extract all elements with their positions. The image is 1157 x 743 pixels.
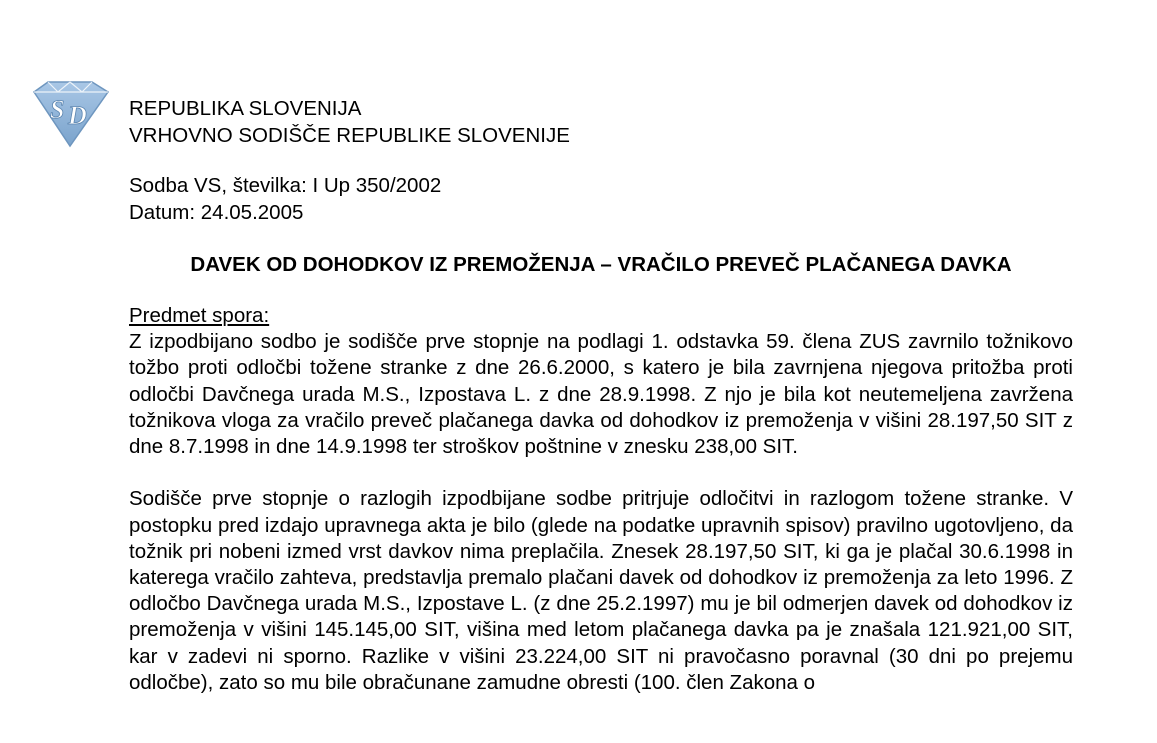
court-emblem-icon (28, 78, 110, 148)
case-meta (129, 172, 441, 226)
svg-text:D: D (68, 101, 87, 130)
paragraph-gap (129, 460, 1073, 486)
case-number: Sodba VS, številka: I Up 350/2002 (129, 174, 442, 197)
header-court-name: VRHOVNO SODIŠČE REPUBLIKE SLOVENIJE (129, 124, 570, 147)
paragraph-1: Z izpodbijano sodbo je sodišče prve stopnje na podlagi 1. odstavka 59. člena ZUS zavrnilo tožnikovo tožbo proti odločbi tožene stranke z dne 26.6.2000, s katero je bila zavrnjena njegova pritožba proti odločbi Davčnega urada M.S., Izpostava L. z dne 28.9.1998. Z njo je bila kot neutemeljena zavržena tožnikova vloga za vračilo preveč plačanega davka od dohodkov iz premoženja v višini 28.197,50 SIT z dne 8.7.1998 in dne 14.9.1998 ter stroškov poštnine v znesku 238,00 SIT. (129, 330, 1073, 459)
header-country: REPUBLIKA SLOVENIJA (129, 97, 362, 120)
paragraph-2: Sodišče prve stopnje o razlogih izpodbijane sodbe pritrjuje odločitvi in razlogom tožene stranke. V postopku pred izdajo upravnega akta je bilo (glede na podatke upravnih spisov) pravilno ugotovljeno, da tožnik pri nobeni izmed vrst davkov nima preplačila. Znesek 28.197,50 SIT, ki ga je plačal 30.6.1998 in katerega vračilo zahteva, predstavlja premalo plačani davek od dohodkov iz premoženja za leto 1996. Z odločbo Davčnega urada M.S., Izpostave L. (z dne 25.2.1997) mu je bil odmerjen davek od dohodkov iz premoženja v višini 145.145,00 SIT, višina med letom plačanega davka pa je znašala 121.921,00 SIT, kar v zadevi ni sporno. Razlike v višini 23.224,00 SIT ni pravočasno poravnal (30 dni po prejemu odločbe), zato so mu bile obračunane zamudne obresti (100. člen Zakona o (129, 487, 1073, 694)
document-title: DAVEK OD DOHODKOV IZ PREMOŽENJA – VRAČILO PREVEČ PLAČANEGA DAVKA (190, 253, 1012, 276)
case-date: Datum: 24.05.2005 (129, 201, 304, 224)
court-header (129, 95, 570, 149)
document-body (129, 303, 1073, 696)
svg-text:S: S (50, 95, 65, 124)
section-heading: Predmet spora: (129, 304, 270, 327)
